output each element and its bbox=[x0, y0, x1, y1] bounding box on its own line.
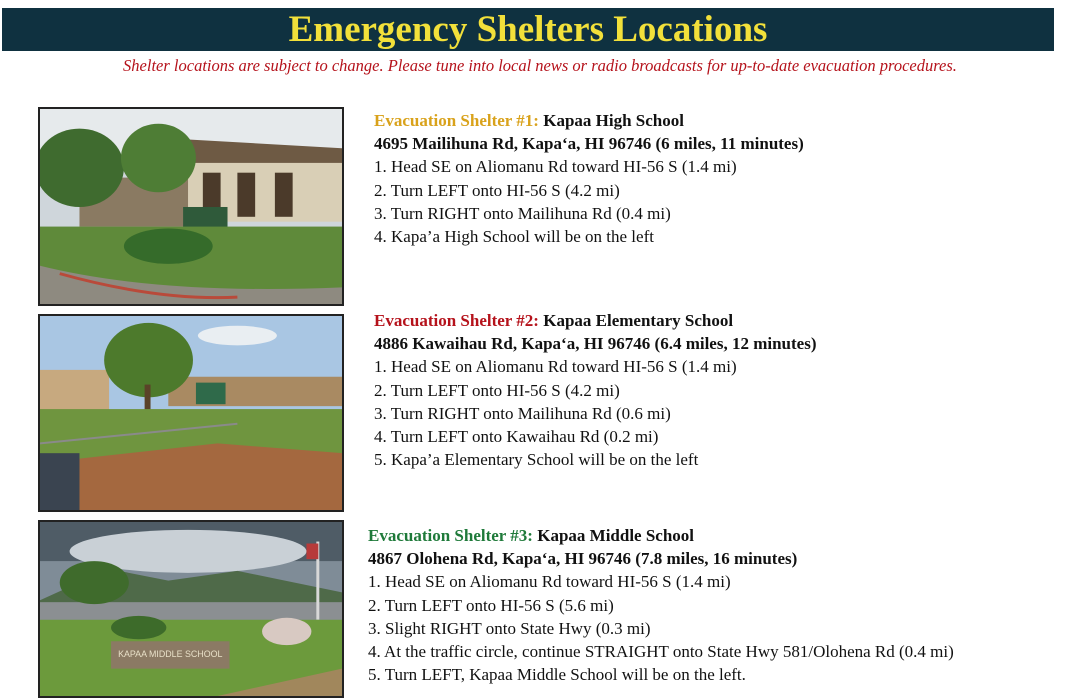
shelter-3-sign: KAPAA MIDDLE SCHOOL bbox=[118, 648, 223, 659]
shelter-2-step: 3. Turn RIGHT onto Mailihuna Rd (0.6 mi) bbox=[374, 403, 671, 423]
shelter-1-step: 2. Turn LEFT onto HI-56 S (4.2 mi) bbox=[374, 180, 620, 200]
shelter-2-step: 2. Turn LEFT onto HI-56 S (4.2 mi) bbox=[374, 380, 620, 400]
shelter-1-address: 4695 Mailihuna Rd, Kapa‘a, HI 96746 (6 miles, 11 minutes) bbox=[374, 134, 804, 154]
shelter-3-step: 1. Head SE on Aliomanu Rd toward HI-56 S (1.4 mi) bbox=[368, 572, 731, 592]
shelter-3-name: Kapaa Middle School bbox=[537, 526, 695, 545]
shelter-1-label: Evacuation Shelter #1: bbox=[374, 111, 539, 130]
shelter-2-address: 4886 Kawaihau Rd, Kapa‘a, HI 96746 (6.4 miles, 12 minutes) bbox=[374, 334, 817, 354]
shelter-1-step: 3. Turn RIGHT onto Mailihuna Rd (0.4 mi) bbox=[374, 203, 671, 223]
shelter-1-photo bbox=[38, 107, 344, 306]
shelter-1-info bbox=[374, 109, 804, 248]
shelter-2-step: 4. Turn LEFT onto Kawaihau Rd (0.2 mi) bbox=[374, 427, 659, 447]
shelter-3-step: 3. Slight RIGHT onto State Hwy (0.3 mi) bbox=[368, 618, 651, 638]
shelter-3-step: 5. Turn LEFT, Kapaa Middle School will be on the left. bbox=[368, 665, 746, 685]
shelter-2-title bbox=[374, 309, 817, 332]
shelter-2-step: 1. Head SE on Aliomanu Rd toward HI-56 S (1.4 mi) bbox=[374, 357, 737, 377]
shelter-3-label: Evacuation Shelter #3: bbox=[368, 526, 533, 545]
shelter-2-label: Evacuation Shelter #2: bbox=[374, 311, 539, 330]
shelter-3-info bbox=[368, 524, 954, 686]
shelter-3-title bbox=[368, 524, 954, 547]
shelter-1-step: 4. Kapa’a High School will be on the left bbox=[374, 227, 654, 247]
shelter-2-photo bbox=[38, 314, 344, 512]
shelter-2-info bbox=[374, 309, 817, 471]
shelter-2-step: 5. Kapa’a Elementary School will be on the left bbox=[374, 450, 699, 470]
shelter-1-name: Kapaa High School bbox=[543, 111, 684, 130]
shelter-3-address: 4867 Olohena Rd, Kapa‘a, HI 96746 (7.8 miles, 16 minutes) bbox=[368, 549, 798, 569]
shelter-3-step: 2. Turn LEFT onto HI-56 S (5.6 mi) bbox=[368, 595, 614, 615]
shelter-3-photo bbox=[38, 520, 344, 698]
shelter-1-title bbox=[374, 109, 804, 132]
page-subtitle: Shelter locations are subject to change. Please tune into local news or radio broadcasts for up-to-date evacuation procedures. bbox=[123, 56, 957, 75]
shelter-2-name: Kapaa Elementary School bbox=[543, 311, 734, 330]
shelter-1-step: 1. Head SE on Aliomanu Rd toward HI-56 S (1.4 mi) bbox=[374, 157, 737, 177]
shelter-3-step: 4. At the traffic circle, continue STRAIGHT onto State Hwy 581/Olohena Rd (0.4 mi) bbox=[368, 642, 954, 662]
page-title: Emergency Shelters Locations bbox=[2, 8, 1054, 51]
